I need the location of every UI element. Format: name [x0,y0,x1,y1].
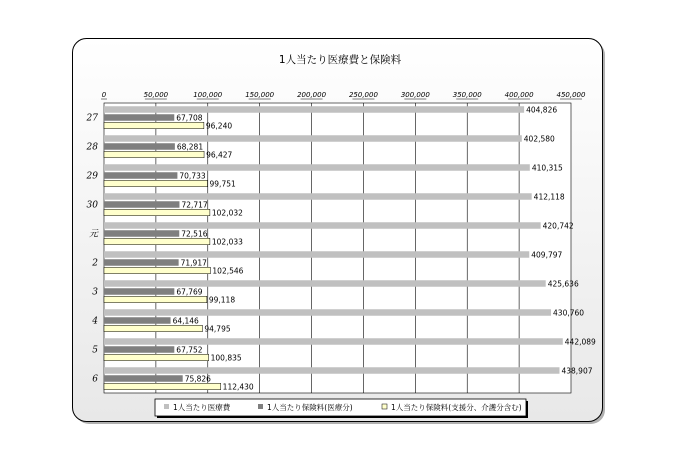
legend-label-1: 1人当たり医療費 [173,403,231,412]
data-label-series-2: 70,733 [179,171,206,181]
x-tick-label: 50,000 [143,91,169,99]
bar-series-2 [104,201,179,208]
x-tick-label: 200,000 [297,91,327,99]
data-label-series-2: 72,717 [181,200,208,210]
x-tick-label: 300,000 [400,91,430,99]
bar-series-2 [104,143,175,150]
legend-swatch-2 [258,404,263,409]
bar-series-1 [104,309,551,316]
data-label-series-2: 67,708 [176,113,203,123]
bar-series-3 [104,383,221,390]
data-label-series-3: 102,032 [211,208,243,218]
bar-series-3 [104,180,208,187]
category-label: 5 [92,345,98,356]
data-label-series-1: 412,118 [533,192,565,202]
bar-series-3 [104,151,204,158]
data-label-series-1: 410,315 [531,163,563,173]
bar-series-3 [104,354,209,361]
bar-series-1 [104,106,524,113]
bar-series-1 [104,367,559,374]
x-tick-label: 450,000 [556,91,586,99]
category-label: 4 [92,316,98,327]
legend-label-3: 1人当たり保険料(支援分、介護分含む) [391,403,522,412]
category-label: 27 [86,113,98,124]
legend-box-shadow [526,401,528,418]
bar-series-3 [104,296,207,303]
data-label-series-3: 99,751 [209,179,236,189]
bar-series-1 [104,251,529,258]
bar-series-2 [104,317,171,324]
bar-series-3 [104,209,210,216]
bar-series-2 [104,230,179,237]
bar-series-2 [104,288,174,295]
data-label-series-1: 425,636 [547,279,579,289]
bar-series-3 [104,325,202,332]
data-label-series-3: 96,240 [205,121,233,131]
x-tick-label: 0 [101,91,107,99]
bar-series-1 [104,164,530,171]
category-label: 29 [86,171,98,182]
bar-series-3 [104,238,210,245]
chart-svg [72,38,607,426]
category-label: 3 [92,287,98,298]
data-label-series-3: 99,118 [208,295,236,305]
bar-series-3 [104,267,210,274]
data-label-series-2: 68,281 [176,142,204,152]
bar-series-2 [104,114,174,121]
data-label-series-2: 75,826 [184,374,211,384]
x-tick-label: 350,000 [452,91,482,99]
legend-label-2: 1人当たり保険料(医療分) [267,403,353,412]
x-tick-label: 100,000 [193,91,223,99]
data-label-series-2: 71,917 [180,258,207,268]
chart-frame [72,38,607,426]
data-label-series-1: 409,797 [531,250,563,260]
category-label: 28 [86,142,98,153]
legend-box-shadow-bottom [157,416,528,418]
bar-series-2 [104,259,179,266]
data-label-series-3: 100,835 [210,353,242,363]
bar-series-2 [104,172,177,179]
category-label: 2 [92,258,98,269]
data-label-series-1: 404,826 [526,105,558,115]
legend-swatch-3 [382,404,387,409]
x-tick-label: 400,000 [504,91,534,99]
legend-swatch-1 [164,404,169,409]
data-label-series-2: 72,516 [181,229,208,239]
bar-series-1 [104,222,541,229]
data-label-series-1: 420,742 [542,221,574,231]
data-label-series-2: 67,769 [176,287,203,297]
bar-series-1 [104,338,563,345]
data-label-series-3: 96,427 [206,150,233,160]
category-label: 元 [88,229,98,240]
data-label-series-3: 94,795 [204,324,231,334]
category-label: 30 [86,200,98,211]
chart-title: 1人当たり医療費と保険料 [278,54,402,66]
bar-series-2 [104,375,183,382]
data-label-series-3: 102,033 [211,237,243,247]
data-label-series-1: 402,580 [523,134,555,144]
bar-series-3 [104,122,204,129]
data-label-series-2: 67,752 [176,345,203,355]
data-label-series-3: 102,546 [212,266,244,276]
data-label-series-3: 112,430 [222,382,254,392]
data-label-series-1: 442,089 [564,337,596,347]
data-label-series-1: 438,907 [561,366,593,376]
bar-series-1 [104,135,522,142]
bar-series-2 [104,346,174,353]
bar-series-1 [104,280,546,287]
x-tick-label: 250,000 [348,91,378,99]
category-label: 6 [92,374,98,385]
legend [155,399,528,418]
x-tick-label: 150,000 [245,91,275,99]
data-label-series-1: 430,760 [553,308,585,318]
data-label-series-2: 64,146 [172,316,199,326]
bar-series-1 [104,193,532,200]
